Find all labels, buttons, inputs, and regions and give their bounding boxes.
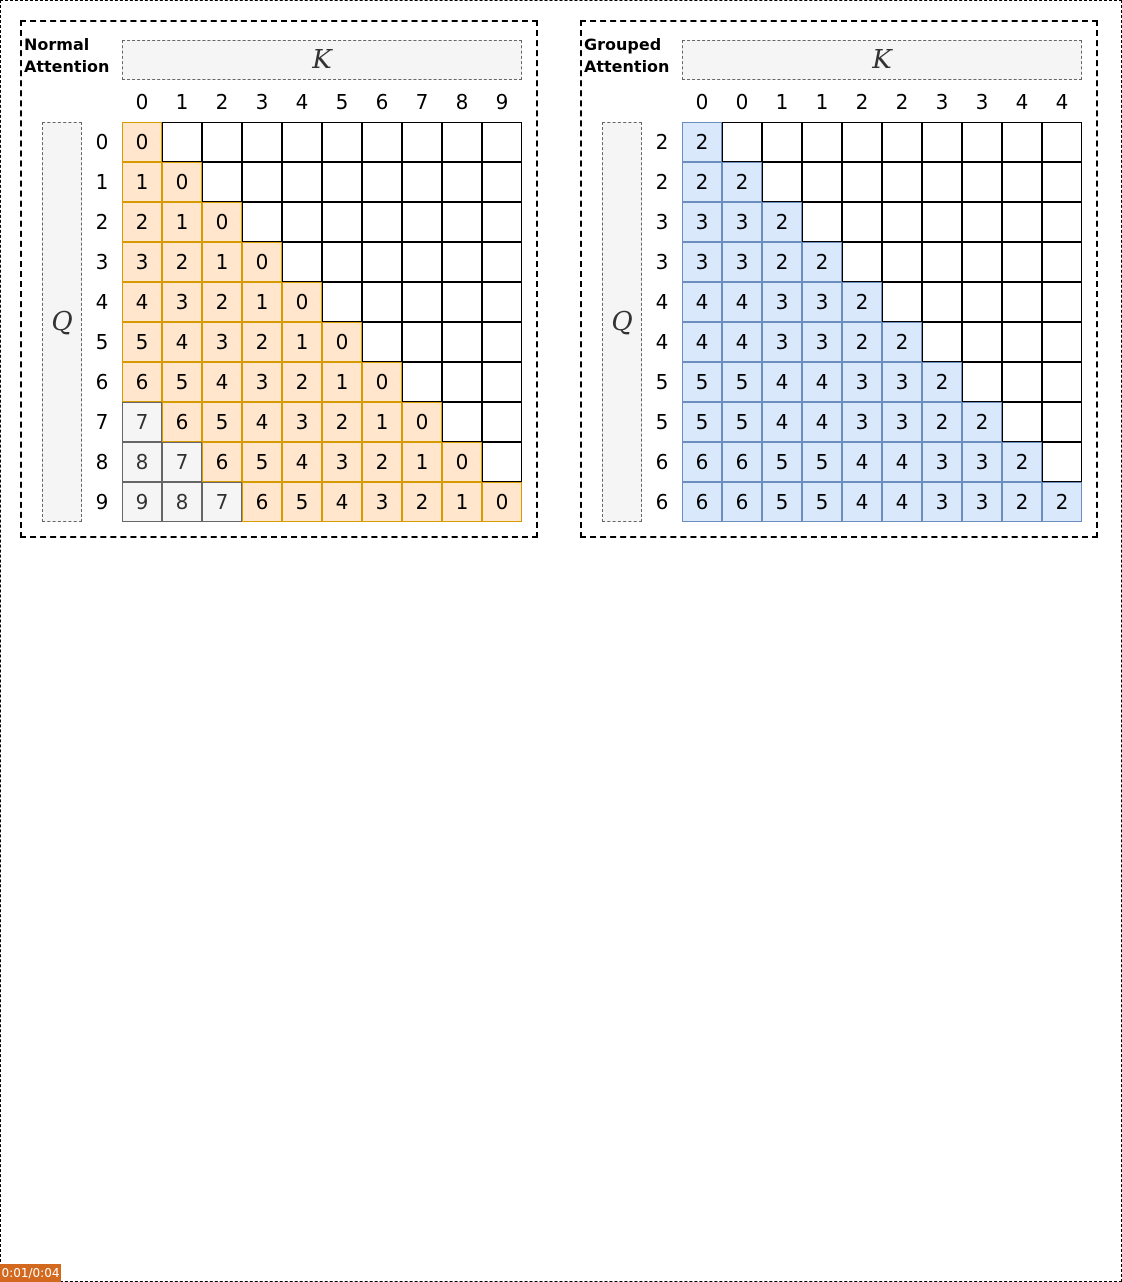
matrix-cell: 6 <box>682 442 722 482</box>
row-label: 3 <box>655 250 669 274</box>
row-label: 2 <box>95 210 109 234</box>
matrix-cell-empty <box>842 242 882 282</box>
matrix-cell: 5 <box>722 362 762 402</box>
matrix-cell: 3 <box>122 242 162 282</box>
matrix-cell: 4 <box>282 442 322 482</box>
matrix-cell: 0 <box>362 362 402 402</box>
matrix-cell-empty <box>442 162 482 202</box>
matrix-cell: 2 <box>882 322 922 362</box>
matrix-cell: 0 <box>482 482 522 522</box>
matrix-cell: 4 <box>322 482 362 522</box>
matrix-cell-empty <box>242 202 282 242</box>
matrix-cell-empty <box>282 202 322 242</box>
matrix-cell-empty <box>282 242 322 282</box>
matrix-cell-empty <box>842 162 882 202</box>
matrix-cell: 3 <box>802 322 842 362</box>
matrix-cell-empty <box>762 122 802 162</box>
matrix-cell: 2 <box>362 442 402 482</box>
matrix-cell-empty <box>202 162 242 202</box>
matrix-cell: 9 <box>122 482 162 522</box>
matrix-cell: 2 <box>722 162 762 202</box>
matrix-cell-empty <box>1002 242 1042 282</box>
matrix-cell-empty <box>1042 162 1082 202</box>
matrix-cell: 2 <box>1002 442 1042 482</box>
matrix-cell: 5 <box>162 362 202 402</box>
matrix-cell-empty <box>1042 442 1082 482</box>
column-label: 0 <box>135 90 149 114</box>
k-axis-label: K <box>122 40 522 80</box>
matrix-cell: 7 <box>162 442 202 482</box>
matrix-cell: 2 <box>922 402 962 442</box>
matrix-cell-empty <box>402 202 442 242</box>
matrix-cell: 1 <box>362 402 402 442</box>
matrix-cell: 0 <box>242 242 282 282</box>
matrix-cell: 3 <box>722 242 762 282</box>
column-label: 1 <box>815 90 829 114</box>
matrix-cell-empty <box>482 242 522 282</box>
matrix-cell-empty <box>282 162 322 202</box>
column-label: 8 <box>455 90 469 114</box>
matrix-cell-empty <box>962 242 1002 282</box>
column-label: 9 <box>495 90 509 114</box>
matrix-cell-empty <box>322 162 362 202</box>
matrix-cell-empty <box>762 162 802 202</box>
matrix-cell: 3 <box>322 442 362 482</box>
panel-title: Normal Attention <box>24 35 110 76</box>
matrix-cell: 6 <box>162 402 202 442</box>
matrix-cell: 3 <box>922 442 962 482</box>
matrix-cell-empty <box>962 282 1002 322</box>
matrix-cell: 1 <box>402 442 442 482</box>
column-label: 0 <box>695 90 709 114</box>
matrix-cell-empty <box>922 202 962 242</box>
matrix-cell-empty <box>962 162 1002 202</box>
column-label: 2 <box>855 90 869 114</box>
matrix-cell-empty <box>402 242 442 282</box>
row-label: 4 <box>655 330 669 354</box>
column-label: 2 <box>895 90 909 114</box>
matrix-cell-empty <box>962 362 1002 402</box>
matrix-cell: 1 <box>282 322 322 362</box>
matrix-cell-empty <box>482 362 522 402</box>
matrix-cell-empty <box>842 202 882 242</box>
matrix-cell: 2 <box>402 482 442 522</box>
row-label: 9 <box>95 490 109 514</box>
matrix-cell-empty <box>1042 122 1082 162</box>
matrix-cell: 5 <box>802 442 842 482</box>
matrix-cell: 8 <box>162 482 202 522</box>
matrix-cell: 5 <box>682 402 722 442</box>
attention-matrix <box>122 122 522 522</box>
column-label: 3 <box>255 90 269 114</box>
matrix-cell: 2 <box>162 242 202 282</box>
matrix-cell: 4 <box>882 442 922 482</box>
matrix-cell: 6 <box>242 482 282 522</box>
matrix-cell: 6 <box>722 482 762 522</box>
matrix-cell-empty <box>1002 282 1042 322</box>
matrix-cell-empty <box>922 322 962 362</box>
row-label: 2 <box>655 170 669 194</box>
matrix-cell: 3 <box>722 202 762 242</box>
matrix-cell: 6 <box>682 482 722 522</box>
panel-title: Grouped Attention <box>584 35 670 76</box>
matrix-cell: 4 <box>802 362 842 402</box>
matrix-cell-empty <box>802 162 842 202</box>
matrix-cell: 5 <box>682 362 722 402</box>
column-label: 0 <box>735 90 749 114</box>
matrix-cell-empty <box>882 202 922 242</box>
matrix-cell: 2 <box>762 202 802 242</box>
matrix-cell-empty <box>362 322 402 362</box>
matrix-cell-empty <box>1002 402 1042 442</box>
row-label: 5 <box>655 370 669 394</box>
column-label: 4 <box>295 90 309 114</box>
matrix-cell-empty <box>1042 242 1082 282</box>
row-label: 0 <box>95 130 109 154</box>
matrix-cell: 3 <box>842 402 882 442</box>
matrix-cell-empty <box>162 122 202 162</box>
matrix-cell-empty <box>962 202 1002 242</box>
matrix-cell: 4 <box>162 322 202 362</box>
row-label: 2 <box>655 130 669 154</box>
matrix-cell: 0 <box>442 442 482 482</box>
matrix-cell: 4 <box>682 322 722 362</box>
row-label: 3 <box>95 250 109 274</box>
row-label: 4 <box>655 290 669 314</box>
matrix-cell-empty <box>242 122 282 162</box>
matrix-cell: 2 <box>922 362 962 402</box>
matrix-cell-empty <box>362 122 402 162</box>
matrix-cell: 4 <box>882 482 922 522</box>
matrix-cell: 2 <box>122 202 162 242</box>
column-label: 2 <box>215 90 229 114</box>
matrix-cell: 4 <box>722 282 762 322</box>
matrix-cell: 3 <box>242 362 282 402</box>
matrix-cell: 3 <box>682 202 722 242</box>
matrix-cell-empty <box>922 122 962 162</box>
matrix-cell-empty <box>322 122 362 162</box>
matrix-cell-empty <box>442 282 482 322</box>
matrix-cell-empty <box>922 282 962 322</box>
matrix-cell: 0 <box>162 162 202 202</box>
matrix-cell: 8 <box>122 442 162 482</box>
matrix-cell-empty <box>1042 322 1082 362</box>
row-label: 8 <box>95 450 109 474</box>
matrix-cell: 5 <box>802 482 842 522</box>
matrix-cell-empty <box>922 242 962 282</box>
matrix-cell: 2 <box>1042 482 1082 522</box>
column-label: 5 <box>335 90 349 114</box>
matrix-cell: 1 <box>322 362 362 402</box>
matrix-cell-empty <box>402 322 442 362</box>
row-label: 1 <box>95 170 109 194</box>
matrix-cell: 3 <box>362 482 402 522</box>
matrix-cell-empty <box>922 162 962 202</box>
matrix-cell: 3 <box>962 442 1002 482</box>
matrix-cell: 7 <box>202 482 242 522</box>
matrix-cell: 2 <box>962 402 1002 442</box>
row-label: 6 <box>655 490 669 514</box>
matrix-cell: 4 <box>842 482 882 522</box>
column-label: 4 <box>1055 90 1069 114</box>
matrix-cell-empty <box>362 242 402 282</box>
matrix-cell: 4 <box>802 402 842 442</box>
matrix-cell-empty <box>882 162 922 202</box>
matrix-cell: 6 <box>202 442 242 482</box>
matrix-cell: 3 <box>282 402 322 442</box>
matrix-cell-empty <box>1002 322 1042 362</box>
matrix-cell-empty <box>1002 122 1042 162</box>
matrix-cell: 4 <box>842 442 882 482</box>
matrix-cell: 2 <box>682 162 722 202</box>
q-axis-label: Q <box>42 122 82 522</box>
matrix-cell: 4 <box>122 282 162 322</box>
matrix-cell: 3 <box>882 362 922 402</box>
matrix-cell-empty <box>802 122 842 162</box>
matrix-cell-empty <box>322 242 362 282</box>
column-label: 4 <box>1015 90 1029 114</box>
matrix-cell-empty <box>362 202 402 242</box>
matrix-cell-empty <box>362 162 402 202</box>
matrix-cell-empty <box>1042 202 1082 242</box>
matrix-cell-empty <box>402 282 442 322</box>
matrix-cell-empty <box>442 122 482 162</box>
matrix-cell: 2 <box>242 322 282 362</box>
matrix-cell: 2 <box>842 282 882 322</box>
matrix-cell: 2 <box>1002 482 1042 522</box>
attention-matrix <box>682 122 1082 522</box>
row-label: 7 <box>95 410 109 434</box>
normal-attention-panel <box>20 20 538 538</box>
matrix-cell: 5 <box>762 482 802 522</box>
matrix-cell-empty <box>1042 362 1082 402</box>
matrix-cell-empty <box>442 322 482 362</box>
column-label: 1 <box>175 90 189 114</box>
matrix-cell: 1 <box>242 282 282 322</box>
matrix-cell-empty <box>882 242 922 282</box>
matrix-cell-empty <box>362 282 402 322</box>
matrix-cell-empty <box>842 122 882 162</box>
row-label: 6 <box>95 370 109 394</box>
matrix-cell: 2 <box>762 242 802 282</box>
matrix-cell: 4 <box>242 402 282 442</box>
matrix-cell: 5 <box>762 442 802 482</box>
matrix-cell-empty <box>482 402 522 442</box>
matrix-cell: 5 <box>122 322 162 362</box>
matrix-cell: 2 <box>282 362 322 402</box>
matrix-cell-empty <box>242 162 282 202</box>
column-label: 6 <box>375 90 389 114</box>
matrix-cell-empty <box>442 402 482 442</box>
matrix-cell: 3 <box>762 322 802 362</box>
matrix-cell: 2 <box>842 322 882 362</box>
matrix-cell-empty <box>402 162 442 202</box>
matrix-cell-empty <box>322 202 362 242</box>
row-label: 5 <box>655 410 669 434</box>
matrix-cell-empty <box>1042 402 1082 442</box>
matrix-cell-empty <box>722 122 762 162</box>
matrix-cell: 7 <box>122 402 162 442</box>
matrix-cell-empty <box>962 122 1002 162</box>
matrix-cell-empty <box>482 162 522 202</box>
matrix-cell: 0 <box>122 122 162 162</box>
matrix-cell: 3 <box>842 362 882 402</box>
matrix-cell-empty <box>1002 162 1042 202</box>
matrix-cell: 3 <box>922 482 962 522</box>
matrix-cell-empty <box>482 442 522 482</box>
matrix-cell: 3 <box>802 282 842 322</box>
matrix-cell-empty <box>802 202 842 242</box>
matrix-cell: 1 <box>162 202 202 242</box>
column-label: 1 <box>775 90 789 114</box>
matrix-cell-empty <box>962 322 1002 362</box>
matrix-cell: 1 <box>442 482 482 522</box>
matrix-cell: 3 <box>682 242 722 282</box>
matrix-cell-empty <box>282 122 322 162</box>
matrix-cell-empty <box>442 242 482 282</box>
matrix-cell: 0 <box>202 202 242 242</box>
timer-badge: 0:01/0:04 <box>1 1266 60 1280</box>
matrix-cell-empty <box>322 282 362 322</box>
column-label: 3 <box>975 90 989 114</box>
matrix-cell-empty <box>882 122 922 162</box>
matrix-cell: 2 <box>802 242 842 282</box>
matrix-cell: 3 <box>202 322 242 362</box>
grouped-attention-panel <box>580 20 1098 538</box>
matrix-cell-empty <box>882 282 922 322</box>
matrix-cell: 3 <box>162 282 202 322</box>
matrix-cell-empty <box>482 202 522 242</box>
matrix-cell-empty <box>482 282 522 322</box>
matrix-cell: 3 <box>962 482 1002 522</box>
row-label: 5 <box>95 330 109 354</box>
row-label: 4 <box>95 290 109 314</box>
matrix-cell: 2 <box>682 122 722 162</box>
matrix-cell: 4 <box>682 282 722 322</box>
matrix-cell: 0 <box>402 402 442 442</box>
matrix-cell: 1 <box>202 242 242 282</box>
matrix-cell: 5 <box>242 442 282 482</box>
matrix-cell: 5 <box>202 402 242 442</box>
matrix-cell-empty <box>402 122 442 162</box>
matrix-cell-empty <box>482 322 522 362</box>
column-label: 7 <box>415 90 429 114</box>
matrix-cell: 4 <box>762 402 802 442</box>
matrix-cell: 3 <box>882 402 922 442</box>
matrix-cell-empty <box>482 122 522 162</box>
matrix-cell: 6 <box>722 442 762 482</box>
k-axis-label: K <box>682 40 1082 80</box>
matrix-cell: 2 <box>202 282 242 322</box>
matrix-cell-empty <box>402 362 442 402</box>
column-label: 3 <box>935 90 949 114</box>
matrix-cell-empty <box>1042 282 1082 322</box>
matrix-cell-empty <box>442 202 482 242</box>
matrix-cell-empty <box>1002 202 1042 242</box>
matrix-cell: 4 <box>722 322 762 362</box>
row-label: 3 <box>655 210 669 234</box>
matrix-cell: 0 <box>282 282 322 322</box>
row-label: 6 <box>655 450 669 474</box>
matrix-cell: 3 <box>762 282 802 322</box>
matrix-cell-empty <box>442 362 482 402</box>
matrix-cell: 6 <box>122 362 162 402</box>
matrix-cell: 0 <box>322 322 362 362</box>
matrix-cell: 5 <box>282 482 322 522</box>
matrix-cell: 2 <box>322 402 362 442</box>
matrix-cell: 4 <box>202 362 242 402</box>
matrix-cell-empty <box>1002 362 1042 402</box>
matrix-cell: 5 <box>722 402 762 442</box>
matrix-cell: 1 <box>122 162 162 202</box>
matrix-cell-empty <box>202 122 242 162</box>
matrix-cell: 4 <box>762 362 802 402</box>
q-axis-label: Q <box>602 122 642 522</box>
